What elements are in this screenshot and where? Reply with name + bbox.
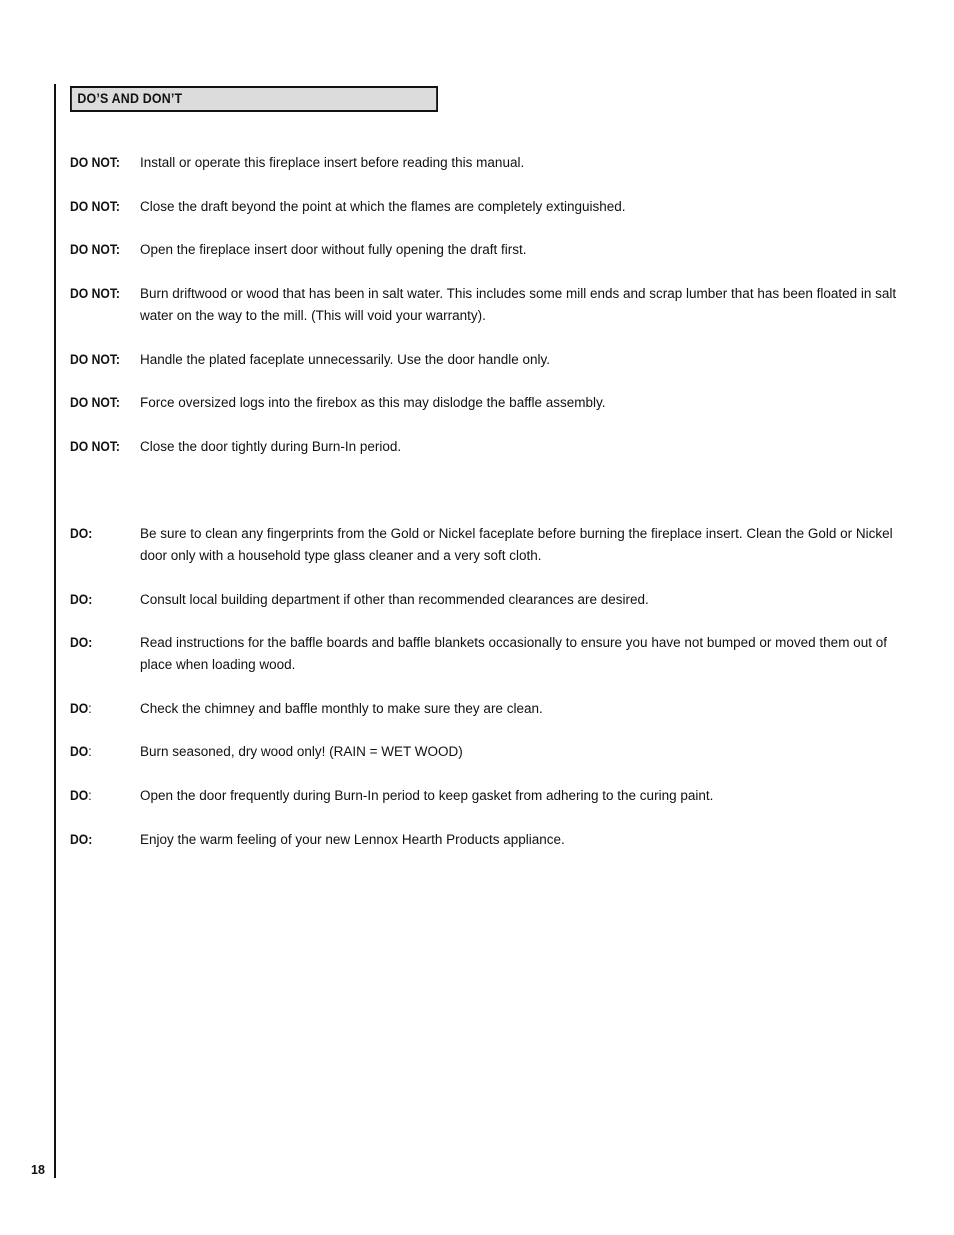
dont-label: DO NOT:: [70, 155, 120, 170]
do-label-colon: :: [88, 788, 92, 803]
do-label: DO:: [70, 526, 93, 541]
dont-text: Close the door tightly during Burn-In period.: [140, 439, 402, 454]
dont-item: [70, 239, 890, 261]
dont-text: Handle the plated faceplate unnecessarily. Use the door handle only.: [140, 352, 551, 367]
do-label-group: [70, 698, 133, 720]
margin-rule: [54, 84, 56, 1178]
page-number: 18: [31, 1163, 45, 1177]
do-text: Consult local building department if other than recommended clearances are desired.: [140, 592, 649, 607]
do-label: DO: [70, 701, 89, 716]
dont-item: [70, 196, 890, 218]
do-label: DO:: [70, 635, 93, 650]
dont-label: DO NOT:: [70, 286, 120, 301]
dont-text: Install or operate this fireplace insert before reading this manual.: [140, 155, 525, 170]
dont-label: DO NOT:: [70, 199, 120, 214]
dont-label: DO NOT:: [70, 352, 120, 367]
dont-text: Close the draft beyond the point at which the flames are completely extinguished.: [140, 199, 626, 214]
dont-item: [70, 349, 890, 371]
do-item: [70, 741, 890, 763]
dont-label: DO NOT:: [70, 242, 120, 257]
dont-item: [70, 392, 890, 414]
do-item: [70, 698, 890, 720]
section-title: DO’S AND DON’T: [77, 91, 183, 106]
do-label: DO: [70, 788, 89, 803]
do-text: Enjoy the warm feeling of your new Lennox Hearth Products appliance.: [140, 832, 565, 847]
do-text: Check the chimney and baffle monthly to make sure they are clean.: [140, 701, 543, 716]
do-label: DO:: [70, 832, 93, 847]
do-text: Open the door frequently during Burn-In period to keep gasket from adhering to the curing paint.: [140, 788, 714, 803]
do-item: [70, 632, 890, 676]
dont-item: [70, 283, 897, 327]
do-item: [70, 523, 893, 567]
dont-text: Burn driftwood or wood that has been in salt water. This includes some mill ends and scrap lumber that has been floated in salt water on the way to the mill. (This will void your warranty).: [140, 286, 897, 323]
section-header: [70, 86, 438, 112]
dont-text: Force oversized logs into the firebox as this may dislodge the baffle assembly.: [140, 395, 606, 410]
do-item: [70, 589, 890, 611]
do-text: Be sure to clean any fingerprints from the Gold or Nickel faceplate before burning the fireplace insert. Clean the Gold or Nickel door only with a household type glass cleaner and a very soft cloth.: [140, 526, 893, 563]
dont-item: [70, 436, 890, 458]
do-text: Read instructions for the baffle boards and baffle blankets occasionally to ensure you have not bumped or moved them out of place when loading wood.: [140, 635, 887, 672]
do-text: Burn seasoned, dry wood only! (RAIN = WET WOOD): [140, 744, 463, 759]
dont-item: [70, 152, 890, 174]
do-label: DO:: [70, 592, 93, 607]
do-item: [70, 829, 890, 851]
do-label-group: [70, 741, 133, 763]
do-item: [70, 785, 890, 807]
dont-label: DO NOT:: [70, 395, 120, 410]
dont-label: DO NOT:: [70, 439, 120, 454]
dont-text: Open the fireplace insert door without fully opening the draft first.: [140, 242, 527, 257]
do-label-colon: :: [88, 701, 92, 716]
do-label-colon: :: [88, 744, 92, 759]
do-label-group: [70, 785, 133, 807]
do-label: DO: [70, 744, 89, 759]
